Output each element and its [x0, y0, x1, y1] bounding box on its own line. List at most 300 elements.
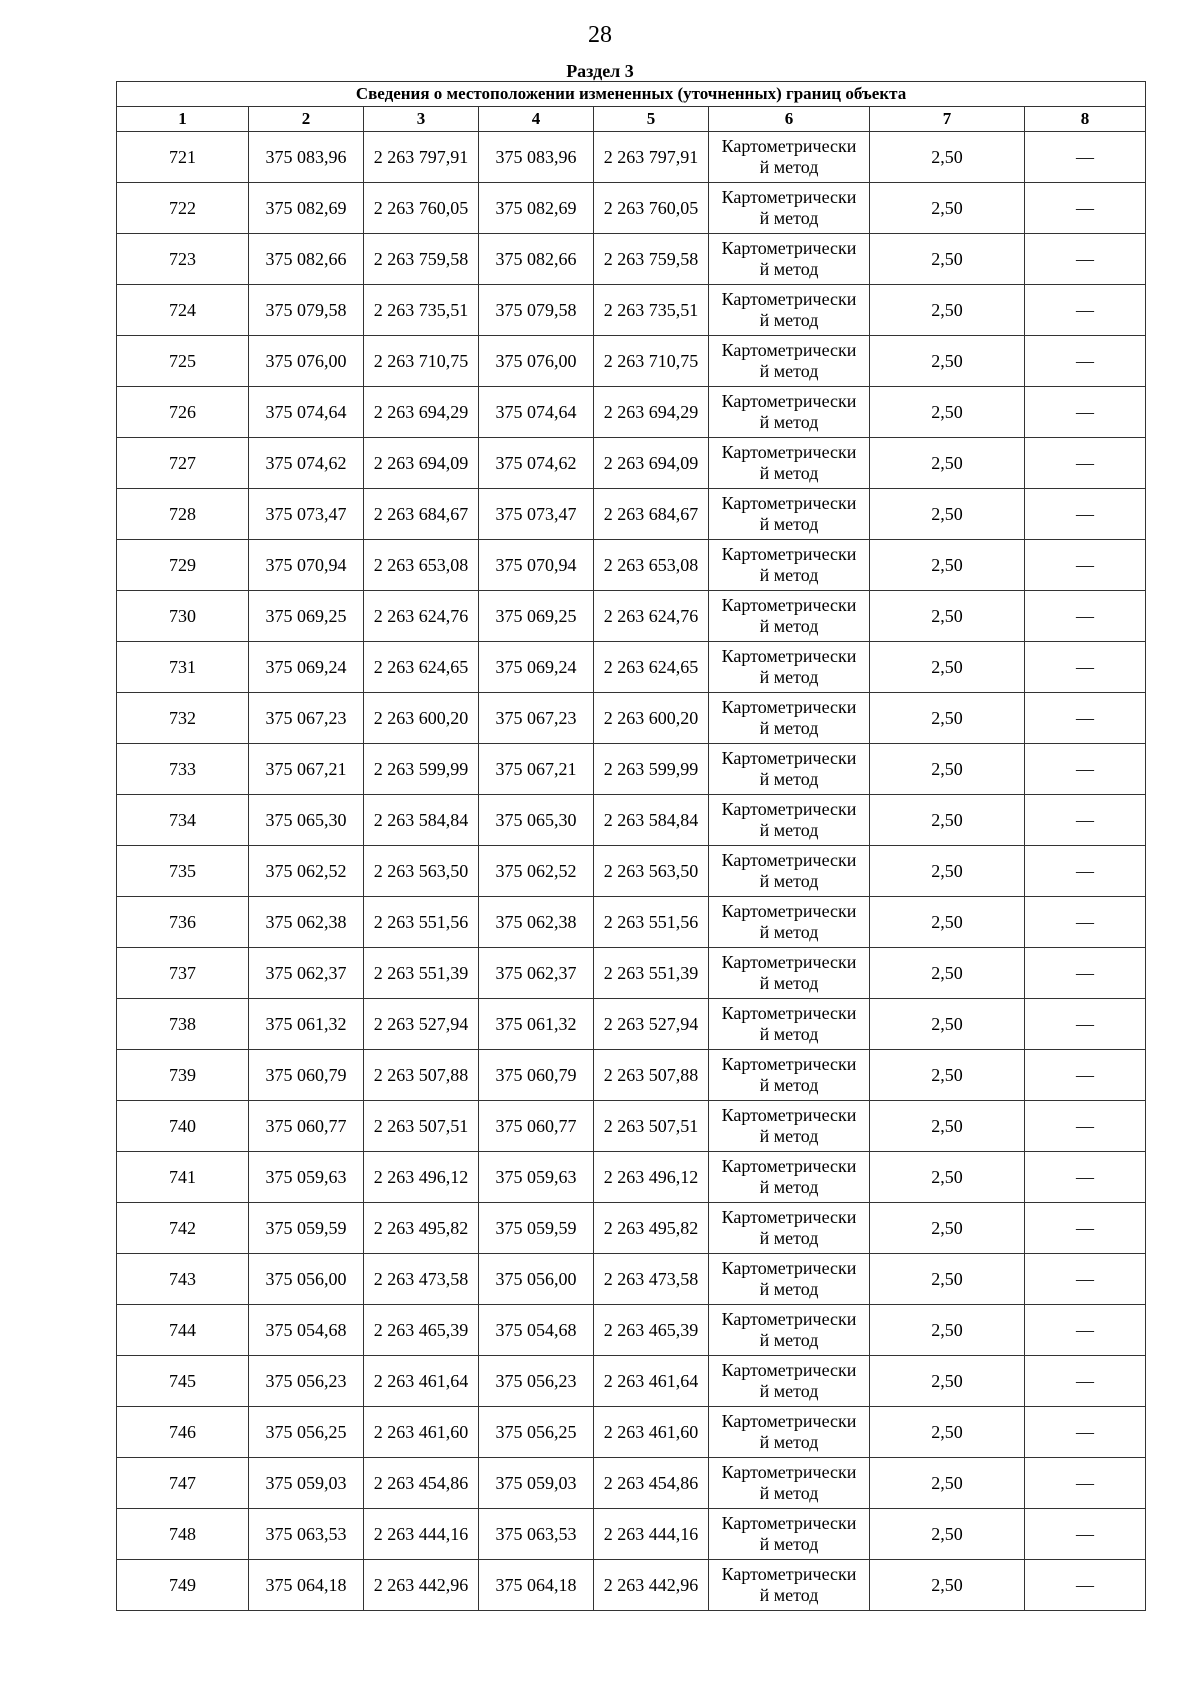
point-number-cell: 746: [117, 1407, 249, 1458]
method-line-2: й метод: [759, 1228, 819, 1248]
method-line-2: й метод: [759, 1075, 819, 1095]
point-number-cell: 724: [117, 285, 249, 336]
method-line-2: й метод: [759, 514, 819, 534]
description-cell: —: [1025, 1254, 1146, 1305]
y-existing-cell: 2 263 495,82: [364, 1203, 479, 1254]
y-existing-cell: 2 263 710,75: [364, 336, 479, 387]
method-cell: [709, 642, 870, 693]
x-existing-cell: 375 064,18: [249, 1560, 364, 1611]
description-cell: —: [1025, 1560, 1146, 1611]
accuracy-cell: 2,50: [870, 1356, 1025, 1407]
method-line-2: й метод: [759, 361, 819, 381]
column-number: 3: [364, 107, 479, 132]
method-line-2: й метод: [759, 1279, 819, 1299]
description-cell: —: [1025, 642, 1146, 693]
point-number-cell: 747: [117, 1458, 249, 1509]
x-existing-cell: 375 083,96: [249, 132, 364, 183]
description-cell: —: [1025, 693, 1146, 744]
table-row: [117, 489, 1146, 540]
table-row: [117, 1050, 1146, 1101]
x-existing-cell: 375 082,66: [249, 234, 364, 285]
point-number-cell: 740: [117, 1101, 249, 1152]
table-row: [117, 1305, 1146, 1356]
table-row: [117, 999, 1146, 1050]
description-cell: —: [1025, 540, 1146, 591]
table-caption: Сведения о местоположении измененных (уточненных) границ объекта: [117, 82, 1146, 107]
table-row: [117, 1509, 1146, 1560]
x-new-cell: 375 056,00: [479, 1254, 594, 1305]
y-existing-cell: 2 263 624,76: [364, 591, 479, 642]
table-row: [117, 285, 1146, 336]
x-existing-cell: 375 073,47: [249, 489, 364, 540]
y-existing-cell: 2 263 600,20: [364, 693, 479, 744]
method-cell: [709, 1305, 870, 1356]
column-number: 8: [1025, 107, 1146, 132]
point-number-cell: 721: [117, 132, 249, 183]
x-existing-cell: 375 060,79: [249, 1050, 364, 1101]
x-existing-cell: 375 076,00: [249, 336, 364, 387]
accuracy-cell: 2,50: [870, 387, 1025, 438]
x-existing-cell: 375 056,00: [249, 1254, 364, 1305]
accuracy-cell: 2,50: [870, 1458, 1025, 1509]
method-line-1: Картометрически: [721, 1309, 857, 1329]
y-new-cell: 2 263 684,67: [594, 489, 709, 540]
accuracy-cell: 2,50: [870, 1203, 1025, 1254]
method-line-2: й метод: [759, 769, 819, 789]
accuracy-cell: 2,50: [870, 744, 1025, 795]
table-row: [117, 1203, 1146, 1254]
method-cell: [709, 1254, 870, 1305]
description-cell: —: [1025, 132, 1146, 183]
description-cell: —: [1025, 1203, 1146, 1254]
table-row: [117, 183, 1146, 234]
point-number-cell: 749: [117, 1560, 249, 1611]
point-number-cell: 731: [117, 642, 249, 693]
y-existing-cell: 2 263 760,05: [364, 183, 479, 234]
method-line-1: Картометрически: [721, 1513, 857, 1533]
x-new-cell: 375 076,00: [479, 336, 594, 387]
description-cell: —: [1025, 591, 1146, 642]
x-new-cell: 375 056,23: [479, 1356, 594, 1407]
description-cell: —: [1025, 846, 1146, 897]
method-line-2: й метод: [759, 208, 819, 228]
method-line-1: Картометрически: [721, 1207, 857, 1227]
method-cell: [709, 438, 870, 489]
y-existing-cell: 2 263 563,50: [364, 846, 479, 897]
y-new-cell: 2 263 454,86: [594, 1458, 709, 1509]
x-existing-cell: 375 062,52: [249, 846, 364, 897]
x-existing-cell: 375 059,59: [249, 1203, 364, 1254]
y-new-cell: 2 263 599,99: [594, 744, 709, 795]
method-line-2: й метод: [759, 565, 819, 585]
y-new-cell: 2 263 465,39: [594, 1305, 709, 1356]
x-new-cell: 375 070,94: [479, 540, 594, 591]
method-line-2: й метод: [759, 412, 819, 432]
point-number-cell: 728: [117, 489, 249, 540]
y-new-cell: 2 263 584,84: [594, 795, 709, 846]
y-existing-cell: 2 263 454,86: [364, 1458, 479, 1509]
accuracy-cell: 2,50: [870, 693, 1025, 744]
method-cell: [709, 387, 870, 438]
x-new-cell: 375 069,25: [479, 591, 594, 642]
accuracy-cell: 2,50: [870, 591, 1025, 642]
point-number-cell: 738: [117, 999, 249, 1050]
description-cell: —: [1025, 744, 1146, 795]
description-cell: —: [1025, 1152, 1146, 1203]
table-row: [117, 540, 1146, 591]
method-cell: [709, 489, 870, 540]
description-cell: —: [1025, 285, 1146, 336]
y-new-cell: 2 263 461,64: [594, 1356, 709, 1407]
y-new-cell: 2 263 624,65: [594, 642, 709, 693]
method-cell: [709, 1407, 870, 1458]
x-existing-cell: 375 067,21: [249, 744, 364, 795]
table-row: [117, 336, 1146, 387]
point-number-cell: 736: [117, 897, 249, 948]
method-cell: [709, 591, 870, 642]
table-row: [117, 1254, 1146, 1305]
description-cell: —: [1025, 1509, 1146, 1560]
x-new-cell: 375 067,23: [479, 693, 594, 744]
accuracy-cell: 2,50: [870, 489, 1025, 540]
accuracy-cell: 2,50: [870, 1509, 1025, 1560]
method-line-2: й метод: [759, 1432, 819, 1452]
y-existing-cell: 2 263 797,91: [364, 132, 479, 183]
method-line-1: Картометрически: [721, 697, 857, 717]
x-existing-cell: 375 062,38: [249, 897, 364, 948]
description-cell: —: [1025, 1101, 1146, 1152]
y-existing-cell: 2 263 653,08: [364, 540, 479, 591]
y-new-cell: 2 263 507,51: [594, 1101, 709, 1152]
method-line-1: Картометрически: [721, 748, 857, 768]
method-cell: [709, 1101, 870, 1152]
y-existing-cell: 2 263 473,58: [364, 1254, 479, 1305]
x-existing-cell: 375 074,62: [249, 438, 364, 489]
method-line-2: й метод: [759, 1483, 819, 1503]
description-cell: —: [1025, 1305, 1146, 1356]
x-new-cell: 375 064,18: [479, 1560, 594, 1611]
y-new-cell: 2 263 653,08: [594, 540, 709, 591]
y-existing-cell: 2 263 694,09: [364, 438, 479, 489]
description-cell: —: [1025, 1458, 1146, 1509]
y-existing-cell: 2 263 584,84: [364, 795, 479, 846]
table-caption-row: [117, 82, 1146, 107]
x-existing-cell: 375 067,23: [249, 693, 364, 744]
y-existing-cell: 2 263 507,51: [364, 1101, 479, 1152]
y-existing-cell: 2 263 759,58: [364, 234, 479, 285]
method-line-1: Картометрически: [721, 340, 857, 360]
table-row: [117, 1152, 1146, 1203]
accuracy-cell: 2,50: [870, 1560, 1025, 1611]
method-line-1: Картометрически: [721, 1105, 857, 1125]
y-existing-cell: 2 263 442,96: [364, 1560, 479, 1611]
point-number-cell: 741: [117, 1152, 249, 1203]
x-new-cell: 375 054,68: [479, 1305, 594, 1356]
table-row: [117, 1101, 1146, 1152]
method-line-1: Картометрически: [721, 442, 857, 462]
x-new-cell: 375 060,77: [479, 1101, 594, 1152]
y-new-cell: 2 263 507,88: [594, 1050, 709, 1101]
y-new-cell: 2 263 694,29: [594, 387, 709, 438]
point-number-cell: 722: [117, 183, 249, 234]
method-cell: [709, 897, 870, 948]
method-cell: [709, 234, 870, 285]
point-number-cell: 729: [117, 540, 249, 591]
x-existing-cell: 375 074,64: [249, 387, 364, 438]
method-line-1: Картометрически: [721, 1360, 857, 1380]
y-existing-cell: 2 263 694,29: [364, 387, 479, 438]
method-cell: [709, 693, 870, 744]
x-new-cell: 375 062,37: [479, 948, 594, 999]
table-row: [117, 948, 1146, 999]
y-new-cell: 2 263 760,05: [594, 183, 709, 234]
table-row: [117, 1356, 1146, 1407]
method-line-1: Картометрически: [721, 136, 857, 156]
x-new-cell: 375 082,69: [479, 183, 594, 234]
x-existing-cell: 375 060,77: [249, 1101, 364, 1152]
x-new-cell: 375 062,52: [479, 846, 594, 897]
accuracy-cell: 2,50: [870, 1101, 1025, 1152]
y-existing-cell: 2 263 461,64: [364, 1356, 479, 1407]
method-cell: [709, 132, 870, 183]
point-number-cell: 726: [117, 387, 249, 438]
method-line-1: Картометрически: [721, 544, 857, 564]
method-line-2: й метод: [759, 1585, 819, 1605]
page-number: 28: [588, 22, 612, 48]
y-new-cell: 2 263 797,91: [594, 132, 709, 183]
description-cell: —: [1025, 948, 1146, 999]
y-existing-cell: 2 263 624,65: [364, 642, 479, 693]
description-cell: —: [1025, 1050, 1146, 1101]
description-cell: —: [1025, 336, 1146, 387]
y-new-cell: 2 263 473,58: [594, 1254, 709, 1305]
x-existing-cell: 375 056,23: [249, 1356, 364, 1407]
method-line-2: й метод: [759, 616, 819, 636]
accuracy-cell: 2,50: [870, 1254, 1025, 1305]
x-existing-cell: 375 069,25: [249, 591, 364, 642]
description-cell: —: [1025, 897, 1146, 948]
method-cell: [709, 795, 870, 846]
method-line-2: й метод: [759, 1330, 819, 1350]
accuracy-cell: 2,50: [870, 540, 1025, 591]
method-line-1: Картометрически: [721, 1054, 857, 1074]
description-cell: —: [1025, 438, 1146, 489]
method-line-1: Картометрически: [721, 1462, 857, 1482]
table-row: [117, 591, 1146, 642]
column-number: 6: [709, 107, 870, 132]
y-new-cell: 2 263 563,50: [594, 846, 709, 897]
method-line-1: Картометрически: [721, 901, 857, 921]
column-number: 4: [479, 107, 594, 132]
table-row: [117, 846, 1146, 897]
boundary-table: [116, 81, 1146, 1611]
table-row: [117, 642, 1146, 693]
x-existing-cell: 375 054,68: [249, 1305, 364, 1356]
accuracy-cell: 2,50: [870, 1152, 1025, 1203]
column-number: 1: [117, 107, 249, 132]
point-number-cell: 743: [117, 1254, 249, 1305]
point-number-cell: 734: [117, 795, 249, 846]
x-new-cell: 375 083,96: [479, 132, 594, 183]
x-existing-cell: 375 061,32: [249, 999, 364, 1050]
x-new-cell: 375 059,63: [479, 1152, 594, 1203]
method-line-1: Картометрически: [721, 1156, 857, 1176]
method-line-2: й метод: [759, 820, 819, 840]
y-existing-cell: 2 263 496,12: [364, 1152, 479, 1203]
x-existing-cell: 375 065,30: [249, 795, 364, 846]
accuracy-cell: 2,50: [870, 1305, 1025, 1356]
y-existing-cell: 2 263 444,16: [364, 1509, 479, 1560]
accuracy-cell: 2,50: [870, 999, 1025, 1050]
x-existing-cell: 375 070,94: [249, 540, 364, 591]
y-existing-cell: 2 263 551,39: [364, 948, 479, 999]
accuracy-cell: 2,50: [870, 183, 1025, 234]
x-existing-cell: 375 063,53: [249, 1509, 364, 1560]
table-row: [117, 1560, 1146, 1611]
x-new-cell: 375 056,25: [479, 1407, 594, 1458]
y-new-cell: 2 263 551,39: [594, 948, 709, 999]
x-new-cell: 375 061,32: [479, 999, 594, 1050]
point-number-cell: 735: [117, 846, 249, 897]
column-number: 5: [594, 107, 709, 132]
point-number-cell: 723: [117, 234, 249, 285]
table-row: [117, 795, 1146, 846]
y-new-cell: 2 263 600,20: [594, 693, 709, 744]
x-new-cell: 375 079,58: [479, 285, 594, 336]
description-cell: —: [1025, 1407, 1146, 1458]
description-cell: —: [1025, 489, 1146, 540]
method-cell: [709, 1203, 870, 1254]
x-new-cell: 375 059,59: [479, 1203, 594, 1254]
y-new-cell: 2 263 495,82: [594, 1203, 709, 1254]
description-cell: —: [1025, 234, 1146, 285]
column-number: 2: [249, 107, 364, 132]
method-cell: [709, 1458, 870, 1509]
point-number-cell: 725: [117, 336, 249, 387]
x-new-cell: 375 073,47: [479, 489, 594, 540]
method-line-2: й метод: [759, 1126, 819, 1146]
point-number-cell: 739: [117, 1050, 249, 1101]
accuracy-cell: 2,50: [870, 948, 1025, 999]
method-line-1: Картометрически: [721, 1003, 857, 1023]
method-line-1: Картометрически: [721, 952, 857, 972]
x-existing-cell: 375 069,24: [249, 642, 364, 693]
accuracy-cell: 2,50: [870, 285, 1025, 336]
method-cell: [709, 948, 870, 999]
y-new-cell: 2 263 551,56: [594, 897, 709, 948]
method-line-2: й метод: [759, 310, 819, 330]
description-cell: —: [1025, 387, 1146, 438]
method-line-1: Картометрически: [721, 289, 857, 309]
method-line-2: й метод: [759, 1534, 819, 1554]
method-line-1: Картометрически: [721, 1564, 857, 1584]
y-new-cell: 2 263 442,96: [594, 1560, 709, 1611]
x-new-cell: 375 063,53: [479, 1509, 594, 1560]
x-existing-cell: 375 082,69: [249, 183, 364, 234]
method-line-1: Картометрически: [721, 187, 857, 207]
method-line-2: й метод: [759, 1024, 819, 1044]
table-body: [117, 132, 1146, 1611]
table-row: [117, 744, 1146, 795]
x-new-cell: 375 059,03: [479, 1458, 594, 1509]
y-new-cell: 2 263 461,60: [594, 1407, 709, 1458]
method-line-2: й метод: [759, 667, 819, 687]
method-line-1: Картометрически: [721, 799, 857, 819]
accuracy-cell: 2,50: [870, 438, 1025, 489]
table-row: [117, 693, 1146, 744]
method-line-2: й метод: [759, 259, 819, 279]
x-existing-cell: 375 062,37: [249, 948, 364, 999]
method-line-2: й метод: [759, 973, 819, 993]
y-new-cell: 2 263 496,12: [594, 1152, 709, 1203]
method-line-1: Картометрически: [721, 391, 857, 411]
point-number-cell: 733: [117, 744, 249, 795]
method-line-1: Картометрически: [721, 238, 857, 258]
y-new-cell: 2 263 735,51: [594, 285, 709, 336]
accuracy-cell: 2,50: [870, 1050, 1025, 1101]
y-existing-cell: 2 263 551,56: [364, 897, 479, 948]
y-existing-cell: 2 263 527,94: [364, 999, 479, 1050]
section-title: Раздел 3: [566, 61, 634, 81]
method-line-2: й метод: [759, 463, 819, 483]
method-cell: [709, 1356, 870, 1407]
method-cell: [709, 1560, 870, 1611]
y-existing-cell: 2 263 507,88: [364, 1050, 479, 1101]
method-cell: [709, 999, 870, 1050]
column-number-row: [117, 107, 1146, 132]
method-line-2: й метод: [759, 718, 819, 738]
y-existing-cell: 2 263 684,67: [364, 489, 479, 540]
description-cell: —: [1025, 183, 1146, 234]
method-cell: [709, 540, 870, 591]
y-new-cell: 2 263 624,76: [594, 591, 709, 642]
x-new-cell: 375 067,21: [479, 744, 594, 795]
accuracy-cell: 2,50: [870, 132, 1025, 183]
y-new-cell: 2 263 694,09: [594, 438, 709, 489]
y-existing-cell: 2 263 461,60: [364, 1407, 479, 1458]
method-cell: [709, 1509, 870, 1560]
column-number: 7: [870, 107, 1025, 132]
x-new-cell: 375 082,66: [479, 234, 594, 285]
method-line-2: й метод: [759, 871, 819, 891]
method-line-2: й метод: [759, 157, 819, 177]
method-line-2: й метод: [759, 922, 819, 942]
x-existing-cell: 375 059,63: [249, 1152, 364, 1203]
x-new-cell: 375 069,24: [479, 642, 594, 693]
point-number-cell: 745: [117, 1356, 249, 1407]
method-cell: [709, 183, 870, 234]
method-cell: [709, 744, 870, 795]
point-number-cell: 737: [117, 948, 249, 999]
accuracy-cell: 2,50: [870, 642, 1025, 693]
point-number-cell: 748: [117, 1509, 249, 1560]
y-existing-cell: 2 263 465,39: [364, 1305, 479, 1356]
y-existing-cell: 2 263 599,99: [364, 744, 479, 795]
x-new-cell: 375 065,30: [479, 795, 594, 846]
x-new-cell: 375 062,38: [479, 897, 594, 948]
method-line-1: Картометрически: [721, 595, 857, 615]
accuracy-cell: 2,50: [870, 234, 1025, 285]
method-cell: [709, 285, 870, 336]
y-new-cell: 2 263 527,94: [594, 999, 709, 1050]
method-cell: [709, 1152, 870, 1203]
method-cell: [709, 846, 870, 897]
method-line-2: й метод: [759, 1381, 819, 1401]
x-new-cell: 375 060,79: [479, 1050, 594, 1101]
x-new-cell: 375 074,64: [479, 387, 594, 438]
point-number-cell: 744: [117, 1305, 249, 1356]
point-number-cell: 742: [117, 1203, 249, 1254]
